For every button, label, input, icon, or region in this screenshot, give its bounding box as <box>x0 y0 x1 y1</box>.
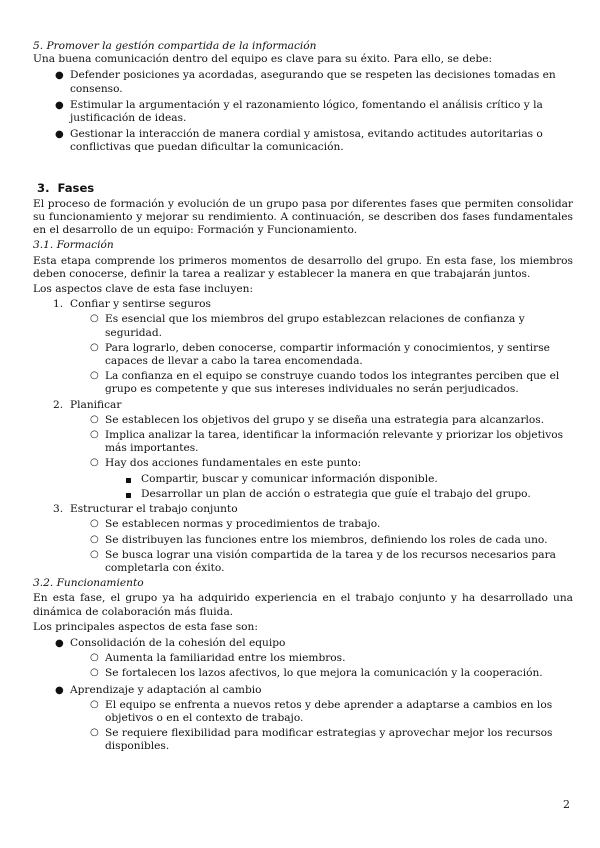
list-item: ○ El equipo se enfrenta a nuevos retos y debe aprender a adaptarse a cambios en los objetivos o en el contexto de trabajo. <box>90 698 553 724</box>
funcionamiento-aspects-label: Los principales aspectos de esta fase son: <box>33 620 258 633</box>
section5-title: 5. Promover la gestión compartida de la información <box>33 40 317 52</box>
list-item: ○ Se fortalecen los lazos afectivos, lo que mejora la comunicación y la cooperación. <box>90 667 543 680</box>
list-item: ○ Implica analizar la tarea, identificar la información relevante y priorizar los objetivos más importantes. <box>90 429 564 455</box>
list-item: ○ Hay dos acciones fundamentales en este punto: <box>90 457 362 470</box>
list-item: ● Gestionar la interacción de manera cordial y amistosa, evitando actitudes autoritarias o conflictivas que puedan dificultar la comunicación. <box>55 128 543 154</box>
funcionamiento-list <box>33 637 573 754</box>
circle-bullet-icon: ○ <box>90 313 99 325</box>
circle-bullet-icon: ○ <box>90 457 99 469</box>
bullet-dot-icon: ● <box>55 684 64 696</box>
funcionamiento-title: 3.2. Funcionamiento <box>33 577 144 590</box>
list-item: ○ Se requiere flexibilidad para modificar estrategias y aprovechar mejor los recursos disponibles. <box>90 727 553 753</box>
section5-bullet-list <box>33 69 573 154</box>
circle-bullet-icon: ○ <box>90 652 99 664</box>
list-item: 1. Confiar y sentirse seguros <box>53 298 211 311</box>
list-item: ○ Aumenta la familiaridad entre los miembros. <box>90 652 346 665</box>
list-item: 2. Planificar <box>53 398 122 411</box>
bullet-dot-icon: ● <box>55 70 64 82</box>
document-page <box>33 40 573 754</box>
formacion-list <box>33 298 573 575</box>
list-item: ○ Para lograrlo, deben conocerse, compartir información y conocimientos, y sentirse capaces de llevar a cabo la tarea encomendada. <box>90 341 550 368</box>
circle-bullet-icon: ○ <box>90 667 99 679</box>
bullet-dot-icon: ● <box>55 637 64 649</box>
circle-bullet-icon: ○ <box>90 370 99 382</box>
square-bullet-icon <box>126 478 131 483</box>
circle-bullet-icon: ○ <box>90 413 99 425</box>
list-item: ● Aprendizaje y adaptación al cambio <box>55 683 262 696</box>
section5-intro: Una buena comunicación dentro del equipo es clave para su éxito. Para ello, se debe: <box>33 53 493 66</box>
circle-bullet-icon: ○ <box>90 518 99 530</box>
bullet-dot-icon: ● <box>55 129 64 141</box>
circle-bullet-icon: ○ <box>90 533 99 545</box>
list-item: 3. Estructurar el trabajo conjunto <box>53 503 238 516</box>
list-item: Compartir, buscar y comunicar información disponible. <box>33 473 573 486</box>
circle-bullet-icon: ○ <box>90 727 99 739</box>
list-item: Desarrollar un plan de acción o estrategia que guíe el trabajo del grupo. <box>33 488 573 501</box>
circle-bullet-icon: ○ <box>90 341 99 353</box>
list-item: ● Estimular la argumentación y el razonamiento lógico, fomentando el análisis crítico y la justificación de ideas. <box>55 98 543 125</box>
section3-intro: El proceso de formación y evolución de un grupo pasa por diferentes fases que permiten consolidar su funcionamiento y mejorar su rendimiento. A continuación, se describen dos fases fundamentales en el desarrollo de un equipo: Formación y Funcionamiento. <box>33 197 573 237</box>
list-item: ○ Es esencial que los miembros del grupo establezcan relaciones de confianza y seguridad. <box>90 313 525 339</box>
formacion-intro: Esta etapa comprende los primeros momentos de desarrollo del grupo. En esta fase, los miembros deben conocerse, definir la tarea a realizar y establecer la manera en que trabajarán juntos. <box>33 254 573 280</box>
circle-bullet-icon: ○ <box>90 429 99 441</box>
section3-heading: 3. Fases <box>37 180 95 195</box>
square-bullet-icon <box>126 493 131 498</box>
list-item: ○ Se busca lograr una visión compartida de la tarea y de los recursos necesarios para completarla con éxito. <box>90 548 556 574</box>
list-item: ○ Se distribuyen las funciones entre los miembros, definiendo los roles de cada uno. <box>90 533 548 546</box>
list-item: ○ Se establecen normas y procedimientos de trabajo. <box>90 518 381 531</box>
formacion-title: 3.1. Formación <box>33 239 114 252</box>
list-item: ● Defender posiciones ya acordadas, asegurando que se respeten las decisiones tomadas en consenso. <box>55 69 556 95</box>
funcionamiento-intro: En esta fase, el grupo ya ha adquirido experiencia en el trabajo conjunto y ha desarrollado una dinámica de colaboración más fluida. <box>33 592 573 618</box>
bullet-dot-icon: ● <box>55 99 64 111</box>
circle-bullet-icon: ○ <box>90 548 99 560</box>
list-item: ○ La confianza en el equipo se construye cuando todos los integrantes perciben que el grupo es competente y que sus intereses individuales no serán perjudicados. <box>90 370 560 396</box>
list-item: ○ Se establecen los objetivos del grupo y se diseña una estrategia para alcanzarlos. <box>90 413 545 426</box>
formacion-aspects-label: Los aspectos clave de esta fase incluyen: <box>33 283 254 296</box>
list-item: ● Consolidación de la cohesión del equipo <box>55 636 286 649</box>
page-number: 2 <box>563 798 570 811</box>
circle-bullet-icon: ○ <box>90 698 99 710</box>
